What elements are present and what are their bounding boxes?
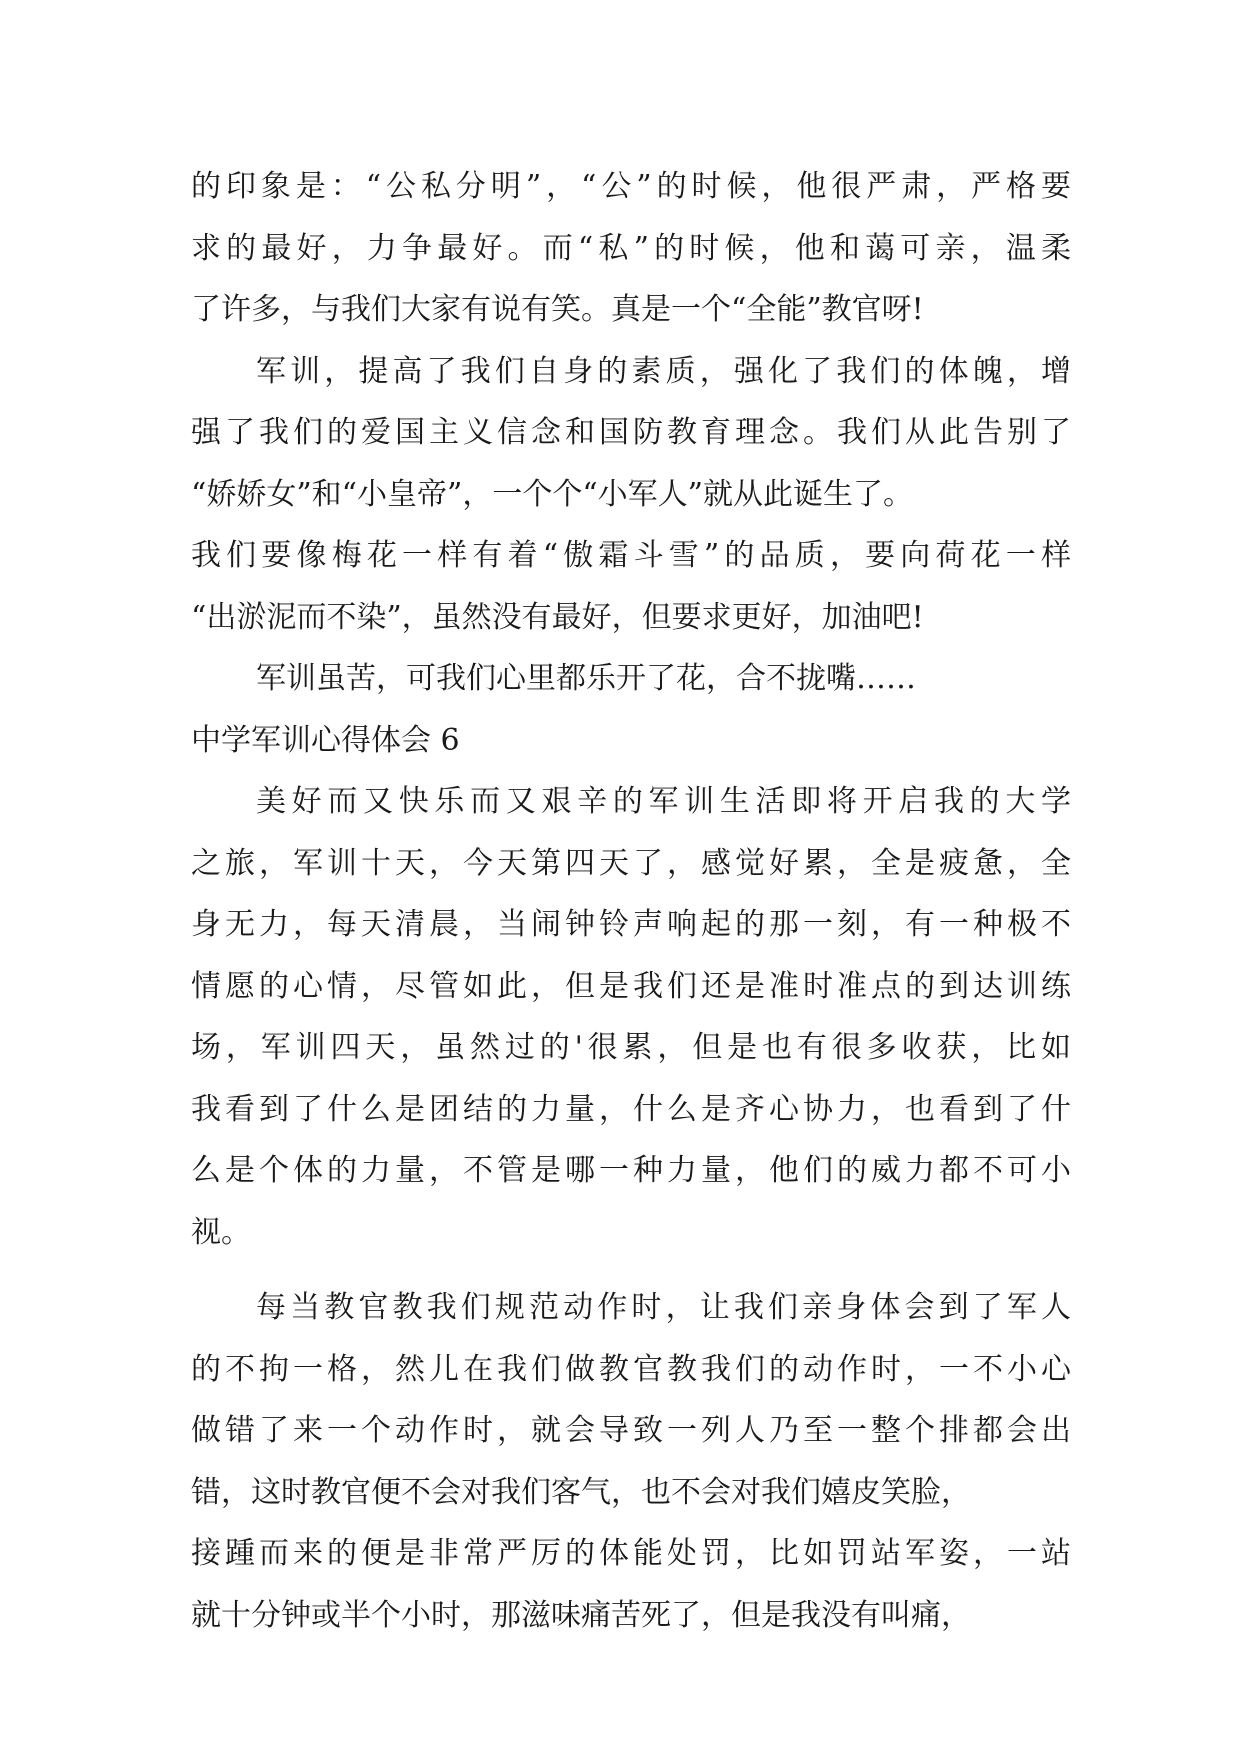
text-line: 错，这时教官便不会对我们客气，也不会对我们嬉皮笑脸， bbox=[191, 1474, 971, 1510]
text-line: 做错了来一个动作时，就会导致一列人乃至一整个排都会出 bbox=[191, 1413, 1071, 1448]
text-line: “出淤泥而不染”，虽然没有最好，但要求更好，加油吧! bbox=[191, 599, 924, 635]
text-line: 就十分钟或半个小时，那滋味痛苦死了，但是我没有叫痛， bbox=[191, 1597, 971, 1633]
text-line: 之旅，军训十天，今天第四天了，感觉好累，全是疲惫，全 bbox=[191, 845, 1071, 881]
document-body bbox=[191, 156, 1071, 1646]
text-line: 强了我们的爱国主义信念和国防教育理念。我们从此告别了 bbox=[191, 415, 1071, 450]
section-heading: 中学军训心得体会 6 bbox=[191, 722, 460, 758]
text-line: 我看到了什么是团结的力量，什么是齐心协力，也看到了什 bbox=[191, 1091, 1071, 1127]
text-line: 的不拘一格，然儿在我们做教官教我们的动作时，一不小心 bbox=[191, 1351, 1071, 1387]
text-line: 求的最好，力争最好。而“私”的时候，他和蔼可亲，温柔 bbox=[191, 230, 1071, 266]
text-line: 接踵而来的便是非常严厉的体能处罚，比如罚站军姿，一站 bbox=[191, 1536, 1071, 1571]
text-line: 场，军训四天，虽然过的'很累，但是也有很多收获，比如 bbox=[191, 1030, 1071, 1065]
text-line: 情愿的心情，尽管如此，但是我们还是准时准点的到达训练 bbox=[191, 968, 1071, 1004]
text-line: 的印象是：“公私分明”，“公”的时候，他很严肃，严格要 bbox=[191, 169, 1071, 204]
text-line: 军训虽苦，可我们心里都乐开了花，合不拢嘴…… bbox=[256, 661, 916, 696]
text-line: 美好而又快乐而又艰辛的军训生活即将开启我的大学 bbox=[256, 784, 1071, 819]
text-line: 每当教官教我们规范动作时，让我们亲身体会到了军人 bbox=[256, 1290, 1071, 1325]
text-line: “娇娇女”和“小皇帝”，一个个“小军人”就从此诞生了。 bbox=[191, 476, 914, 512]
text-line: 么是个体的力量，不管是哪一种力量，他们的威力都不可小 bbox=[191, 1153, 1071, 1188]
text-line: 我们要像梅花一样有着“傲霜斗雪”的品质，要向荷花一样 bbox=[191, 538, 1071, 573]
text-line: 视。 bbox=[191, 1214, 251, 1250]
text-line: 身无力，每天清晨，当闹钟铃声响起的那一刻，有一种极不 bbox=[191, 907, 1071, 942]
text-line: 军训，提高了我们自身的素质，强化了我们的体魄，增 bbox=[256, 353, 1071, 389]
text-line: 了许多，与我们大家有说有笑。真是一个“全能”教官呀! bbox=[191, 292, 924, 327]
